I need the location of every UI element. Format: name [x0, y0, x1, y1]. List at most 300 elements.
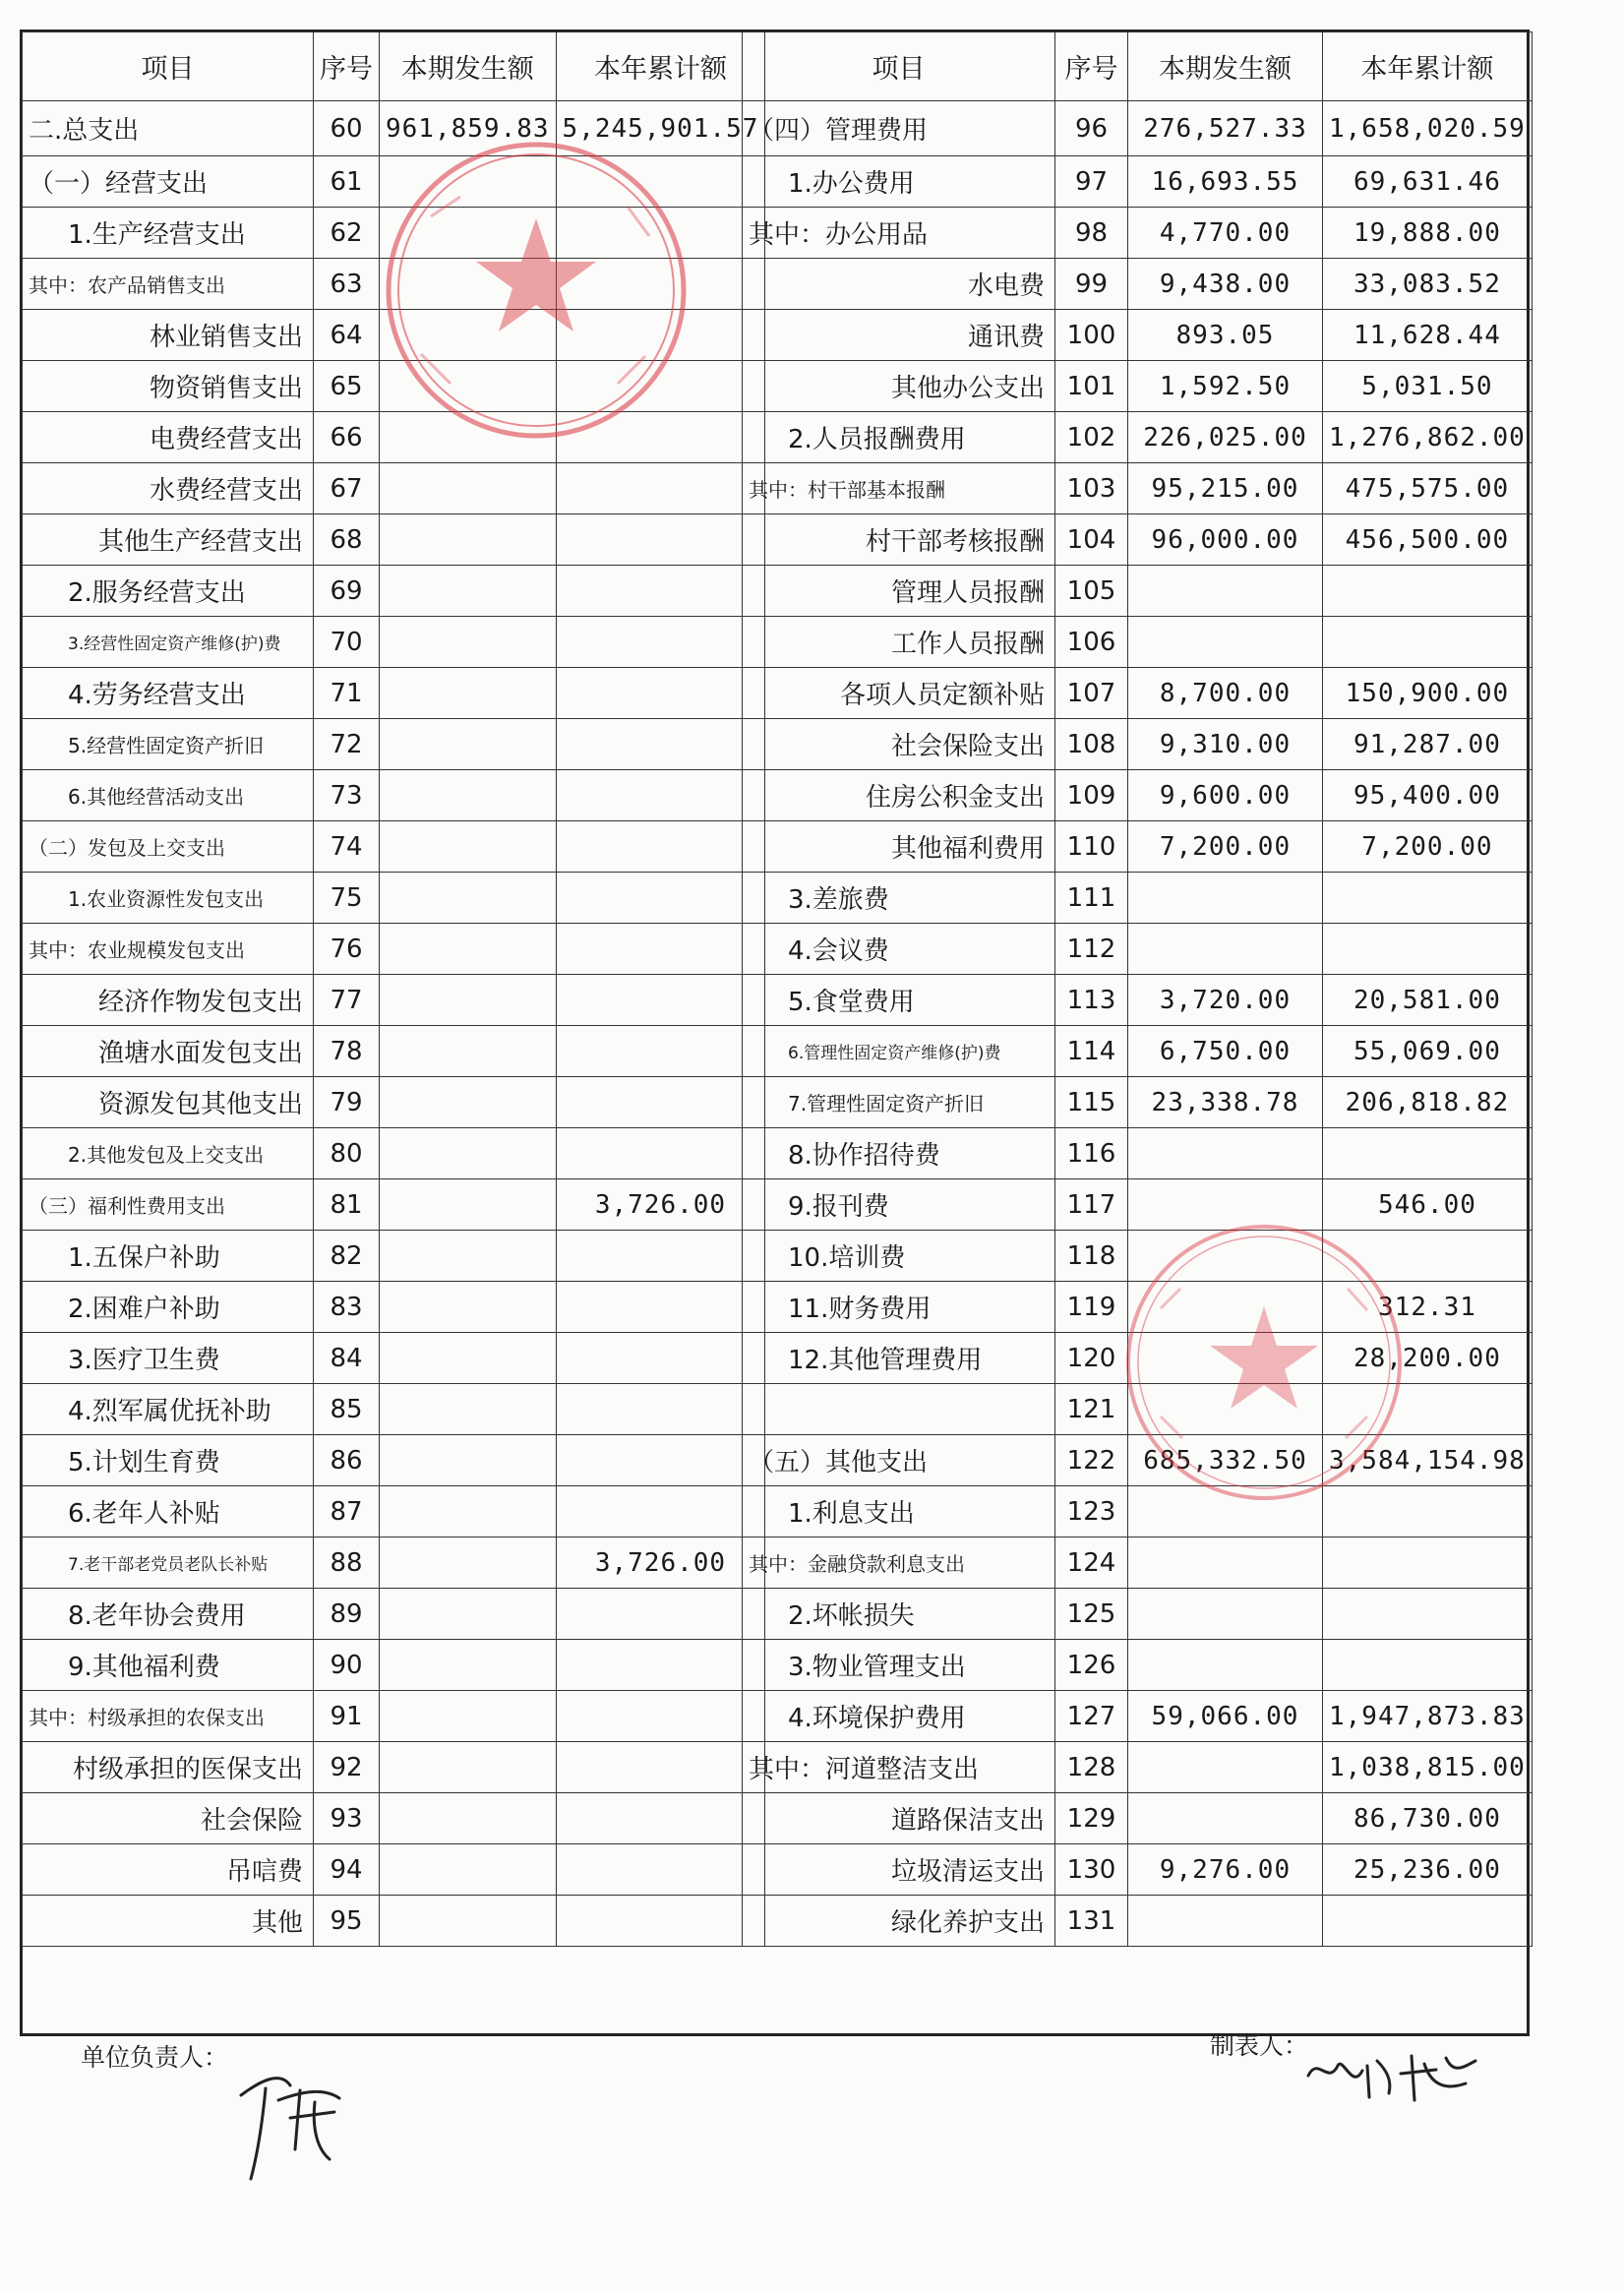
table-row	[743, 1384, 1533, 1435]
table-row	[743, 770, 1533, 821]
cell-current	[380, 1282, 557, 1333]
cell-cumulative	[556, 1691, 765, 1742]
cell-current	[1128, 1231, 1323, 1282]
cell-label: 绿化养护支出	[743, 1896, 1055, 1947]
cell-cumulative	[1323, 1231, 1533, 1282]
cell-cumulative: 3,584,154.98	[1323, 1435, 1533, 1486]
cell-seq: 123	[1055, 1486, 1128, 1538]
cell-seq: 72	[314, 719, 380, 770]
cell-seq: 87	[314, 1486, 380, 1538]
cell-seq: 124	[1055, 1538, 1128, 1589]
cell-current	[380, 310, 557, 361]
table-row	[23, 1793, 765, 1844]
cell-current	[380, 1231, 557, 1282]
cell-current	[1128, 1486, 1323, 1538]
cell-cumulative: 33,083.52	[1323, 259, 1533, 310]
table-row	[743, 1589, 1533, 1640]
table-row	[23, 361, 765, 412]
cell-cumulative	[1323, 924, 1533, 975]
cell-cumulative: 206,818.82	[1323, 1077, 1533, 1128]
table-row	[743, 156, 1533, 208]
cell-current	[380, 1589, 557, 1640]
cell-label: 资源发包其他支出	[23, 1077, 314, 1128]
cell-seq: 78	[314, 1026, 380, 1077]
cell-label: 5.食堂费用	[743, 975, 1055, 1026]
table-row	[743, 1691, 1533, 1742]
cell-current: 4,770.00	[1128, 208, 1323, 259]
unit-head-label: 单位负责人：	[81, 2043, 229, 2072]
cell-cumulative	[556, 156, 765, 208]
cell-cumulative	[556, 924, 765, 975]
cell-current	[1128, 566, 1323, 617]
table-row	[743, 1026, 1533, 1077]
cell-cumulative: 7,200.00	[1323, 821, 1533, 873]
cell-current: 685,332.50	[1128, 1435, 1323, 1486]
cell-cumulative	[1323, 566, 1533, 617]
cell-cumulative: 11,628.44	[1323, 310, 1533, 361]
cell-current	[1128, 873, 1323, 924]
cell-cumulative	[556, 1231, 765, 1282]
cell-cumulative: 546.00	[1323, 1179, 1533, 1231]
cell-current	[1128, 1333, 1323, 1384]
cell-cumulative	[1323, 1384, 1533, 1435]
cell-cumulative	[556, 1844, 765, 1896]
table-row	[23, 1179, 765, 1231]
cell-cumulative	[556, 1333, 765, 1384]
cell-seq: 116	[1055, 1128, 1128, 1179]
cell-label: 其中：河道整洁支出	[743, 1742, 1055, 1793]
cell-cumulative: 150,900.00	[1323, 668, 1533, 719]
cell-seq: 102	[1055, 412, 1128, 463]
cell-label: 其中：农产品销售支出	[23, 259, 314, 310]
cell-cumulative: 5,245,901.57	[556, 101, 765, 156]
cell-seq: 118	[1055, 1231, 1128, 1282]
cell-current	[380, 1077, 557, 1128]
table-row	[743, 259, 1533, 310]
header-seq: 序号	[1055, 32, 1128, 101]
cell-seq: 108	[1055, 719, 1128, 770]
cell-cumulative: 475,575.00	[1323, 463, 1533, 514]
cell-cumulative	[556, 259, 765, 310]
table-row	[743, 1486, 1533, 1538]
cell-seq: 106	[1055, 617, 1128, 668]
cell-current	[380, 1896, 557, 1947]
cell-cumulative: 20,581.00	[1323, 975, 1533, 1026]
table-row	[743, 412, 1533, 463]
table-row	[743, 566, 1533, 617]
cell-current	[380, 617, 557, 668]
right-table	[742, 31, 1533, 1947]
cell-cumulative	[556, 1742, 765, 1793]
cell-cumulative	[556, 1282, 765, 1333]
cell-seq: 95	[314, 1896, 380, 1947]
cell-label: （一）经营支出	[23, 156, 314, 208]
cell-seq: 105	[1055, 566, 1128, 617]
table-row	[743, 1128, 1533, 1179]
cell-label: 2.其他发包及上交支出	[23, 1128, 314, 1179]
cell-current: 893.05	[1128, 310, 1323, 361]
unit-head-signature	[221, 2041, 359, 2189]
cell-label: 社会保险支出	[743, 719, 1055, 770]
table-row	[743, 101, 1533, 156]
cell-cumulative: 5,031.50	[1323, 361, 1533, 412]
cell-current	[380, 259, 557, 310]
cell-cumulative	[1323, 617, 1533, 668]
cell-label: 12.其他管理费用	[743, 1333, 1055, 1384]
cell-seq: 62	[314, 208, 380, 259]
cell-seq: 131	[1055, 1896, 1128, 1947]
cell-cumulative: 1,276,862.00	[1323, 412, 1533, 463]
cell-current: 16,693.55	[1128, 156, 1323, 208]
cell-seq: 113	[1055, 975, 1128, 1026]
cell-cumulative	[556, 1384, 765, 1435]
cell-label: （五）其他支出	[743, 1435, 1055, 1486]
cell-seq: 71	[314, 668, 380, 719]
cell-current: 8,700.00	[1128, 668, 1323, 719]
cell-label: 其他办公支出	[743, 361, 1055, 412]
table-row	[23, 1538, 765, 1589]
cell-cumulative: 95,400.00	[1323, 770, 1533, 821]
cell-cumulative	[1323, 873, 1533, 924]
cell-seq: 92	[314, 1742, 380, 1793]
cell-label: 10.培训费	[743, 1231, 1055, 1282]
cell-label: 其中：村干部基本报酬	[743, 463, 1055, 514]
cell-current	[380, 821, 557, 873]
table-row	[743, 1896, 1533, 1947]
cell-label: 村级承担的医保支出	[23, 1742, 314, 1793]
table-row	[23, 668, 765, 719]
table-row	[23, 566, 765, 617]
cell-label: 通讯费	[743, 310, 1055, 361]
cell-label: 其中：农业规模发包支出	[23, 924, 314, 975]
cell-current	[380, 1384, 557, 1435]
cell-label: 渔塘水面发包支出	[23, 1026, 314, 1077]
table-row	[743, 514, 1533, 566]
cell-cumulative	[556, 770, 765, 821]
cell-cumulative	[556, 1640, 765, 1691]
table-row	[23, 1231, 765, 1282]
cell-cumulative	[556, 361, 765, 412]
cell-label: 8.老年协会费用	[23, 1589, 314, 1640]
cell-current	[1128, 1589, 1323, 1640]
cell-cumulative	[556, 821, 765, 873]
cell-label: 水电费	[743, 259, 1055, 310]
cell-label: 其中：村级承担的农保支出	[23, 1691, 314, 1742]
table-row	[743, 1793, 1533, 1844]
cell-label: 4.劳务经营支出	[23, 668, 314, 719]
cell-cumulative: 86,730.00	[1323, 1793, 1533, 1844]
cell-cumulative	[556, 1026, 765, 1077]
cell-cumulative	[556, 1793, 765, 1844]
table-row	[23, 1589, 765, 1640]
cell-cumulative	[1323, 1538, 1533, 1589]
cell-cumulative	[556, 208, 765, 259]
cell-seq: 119	[1055, 1282, 1128, 1333]
cell-label: 8.协作招待费	[743, 1128, 1055, 1179]
cell-current	[380, 668, 557, 719]
cell-cumulative: 25,236.00	[1323, 1844, 1533, 1896]
cell-label: 3.经营性固定资产维修(护)费	[23, 617, 314, 668]
cell-label: 其中：金融贷款利息支出	[743, 1538, 1055, 1589]
cell-label: 4.环境保护费用	[743, 1691, 1055, 1742]
cell-cumulative	[556, 514, 765, 566]
cell-current: 7,200.00	[1128, 821, 1323, 873]
table-row	[743, 617, 1533, 668]
table-row	[23, 873, 765, 924]
cell-seq: 97	[1055, 156, 1128, 208]
cell-seq: 68	[314, 514, 380, 566]
cell-cumulative: 3,726.00	[556, 1538, 765, 1589]
cell-current	[380, 156, 557, 208]
cell-seq: 114	[1055, 1026, 1128, 1077]
cell-label: 4.会议费	[743, 924, 1055, 975]
cell-cumulative	[556, 566, 765, 617]
cell-seq: 109	[1055, 770, 1128, 821]
cell-current: 9,600.00	[1128, 770, 1323, 821]
header-cumulative: 本年累计额	[556, 32, 765, 101]
table-row	[743, 1231, 1533, 1282]
preparer-label: 制表人：	[1210, 2031, 1309, 2060]
cell-cumulative	[556, 1077, 765, 1128]
cell-cumulative: 28,200.00	[1323, 1333, 1533, 1384]
table-row	[23, 1333, 765, 1384]
cell-label: 5.经营性固定资产折旧	[23, 719, 314, 770]
cell-current: 6,750.00	[1128, 1026, 1323, 1077]
cell-label: 7.老干部老党员老队长补贴	[23, 1538, 314, 1589]
cell-seq: 80	[314, 1128, 380, 1179]
cell-label: 1.办公费用	[743, 156, 1055, 208]
cell-cumulative	[1323, 1640, 1533, 1691]
table-row	[743, 1077, 1533, 1128]
cell-seq: 70	[314, 617, 380, 668]
table-row	[743, 873, 1533, 924]
cell-seq: 128	[1055, 1742, 1128, 1793]
cell-seq: 98	[1055, 208, 1128, 259]
table-row	[23, 514, 765, 566]
cell-cumulative: 55,069.00	[1323, 1026, 1533, 1077]
cell-seq: 99	[1055, 259, 1128, 310]
cell-seq: 126	[1055, 1640, 1128, 1691]
cell-seq: 83	[314, 1282, 380, 1333]
header-current: 本期发生额	[1128, 32, 1323, 101]
cell-label: 9.其他福利费	[23, 1640, 314, 1691]
cell-cumulative	[556, 1128, 765, 1179]
cell-seq: 127	[1055, 1691, 1128, 1742]
cell-seq: 79	[314, 1077, 380, 1128]
cell-cumulative	[556, 1896, 765, 1947]
cell-seq: 107	[1055, 668, 1128, 719]
table-row	[743, 924, 1533, 975]
cell-seq: 121	[1055, 1384, 1128, 1435]
cell-label: 吊唁费	[23, 1844, 314, 1896]
cell-cumulative: 312.31	[1323, 1282, 1533, 1333]
cell-current	[380, 1486, 557, 1538]
cell-cumulative	[556, 310, 765, 361]
header-item: 项目	[743, 32, 1055, 101]
cell-current: 226,025.00	[1128, 412, 1323, 463]
cell-seq: 115	[1055, 1077, 1128, 1128]
cell-seq: 74	[314, 821, 380, 873]
cell-seq: 120	[1055, 1333, 1128, 1384]
cell-current: 9,310.00	[1128, 719, 1323, 770]
table-row	[23, 310, 765, 361]
header-cumulative: 本年累计额	[1323, 32, 1533, 101]
table-row	[23, 1077, 765, 1128]
table-row	[743, 310, 1533, 361]
header-current: 本期发生额	[380, 32, 557, 101]
cell-cumulative: 1,038,815.00	[1323, 1742, 1533, 1793]
cell-cumulative: 3,726.00	[556, 1179, 765, 1231]
cell-label: 其他福利费用	[743, 821, 1055, 873]
cell-current	[380, 514, 557, 566]
cell-seq: 86	[314, 1435, 380, 1486]
cell-current	[380, 463, 557, 514]
cell-current	[1128, 924, 1323, 975]
cell-seq: 101	[1055, 361, 1128, 412]
cell-seq: 67	[314, 463, 380, 514]
table-row	[23, 719, 765, 770]
cell-seq: 122	[1055, 1435, 1128, 1486]
cell-seq: 103	[1055, 463, 1128, 514]
preparer-signature	[1298, 2036, 1485, 2115]
cell-seq: 129	[1055, 1793, 1128, 1844]
cell-seq: 90	[314, 1640, 380, 1691]
cell-label: 5.计划生育费	[23, 1435, 314, 1486]
cell-label: 管理人员报酬	[743, 566, 1055, 617]
cell-current	[380, 1844, 557, 1896]
cell-current	[380, 1742, 557, 1793]
cell-current: 276,527.33	[1128, 101, 1323, 156]
cell-cumulative	[556, 412, 765, 463]
cell-current: 961,859.83	[380, 101, 557, 156]
cell-label: 1.生产经营支出	[23, 208, 314, 259]
cell-cumulative	[556, 463, 765, 514]
table-row	[743, 1742, 1533, 1793]
cell-label: 工作人员报酬	[743, 617, 1055, 668]
cell-seq: 104	[1055, 514, 1128, 566]
cell-seq: 91	[314, 1691, 380, 1742]
cell-current	[380, 1793, 557, 1844]
cell-current: 23,338.78	[1128, 1077, 1323, 1128]
cell-seq: 125	[1055, 1589, 1128, 1640]
table-row	[743, 1179, 1533, 1231]
cell-current	[380, 873, 557, 924]
header-row	[23, 32, 765, 101]
cell-current	[380, 719, 557, 770]
cell-seq: 81	[314, 1179, 380, 1231]
cell-current	[1128, 1384, 1323, 1435]
table-row	[23, 1026, 765, 1077]
cell-current	[380, 361, 557, 412]
cell-cumulative: 456,500.00	[1323, 514, 1533, 566]
left-table	[22, 31, 765, 1947]
cell-label: 1.五保户补助	[23, 1231, 314, 1282]
cell-label: 水费经营支出	[23, 463, 314, 514]
cell-label: 道路保洁支出	[743, 1793, 1055, 1844]
table-row	[23, 1844, 765, 1896]
cell-current: 59,066.00	[1128, 1691, 1323, 1742]
cell-seq: 77	[314, 975, 380, 1026]
cell-current	[1128, 1128, 1323, 1179]
cell-current	[380, 412, 557, 463]
cell-label: 村干部考核报酬	[743, 514, 1055, 566]
cell-label: 各项人员定额补贴	[743, 668, 1055, 719]
cell-seq: 75	[314, 873, 380, 924]
cell-current	[1128, 1896, 1323, 1947]
cell-seq: 88	[314, 1538, 380, 1589]
table-row	[743, 719, 1533, 770]
table-row	[743, 668, 1533, 719]
table-row	[743, 1435, 1533, 1486]
table-row	[23, 208, 765, 259]
cell-seq: 94	[314, 1844, 380, 1896]
table-row	[743, 361, 1533, 412]
cell-label: 7.管理性固定资产折旧	[743, 1077, 1055, 1128]
cell-current	[1128, 617, 1323, 668]
table-row	[23, 156, 765, 208]
table-row	[23, 412, 765, 463]
cell-label: 1.农业资源性发包支出	[23, 873, 314, 924]
cell-label: 9.报刊费	[743, 1179, 1055, 1231]
cell-cumulative	[556, 1589, 765, 1640]
cell-label: 3.物业管理支出	[743, 1640, 1055, 1691]
cell-seq: 96	[1055, 101, 1128, 156]
cell-label: 2.坏帐损失	[743, 1589, 1055, 1640]
cell-current	[1128, 1282, 1323, 1333]
cell-current: 3,720.00	[1128, 975, 1323, 1026]
table-row	[23, 1384, 765, 1435]
table-row	[743, 1844, 1533, 1896]
table-row	[743, 975, 1533, 1026]
cell-seq: 85	[314, 1384, 380, 1435]
cell-seq: 111	[1055, 873, 1128, 924]
table-row	[743, 208, 1533, 259]
cell-cumulative: 1,658,020.59	[1323, 101, 1533, 156]
cell-label: 3.医疗卫生费	[23, 1333, 314, 1384]
table-row	[23, 770, 765, 821]
cell-label: 住房公积金支出	[743, 770, 1055, 821]
cell-seq: 76	[314, 924, 380, 975]
cell-cumulative: 1,947,873.83	[1323, 1691, 1533, 1742]
table-row	[23, 101, 765, 156]
cell-cumulative	[556, 1486, 765, 1538]
cell-label: （三）福利性费用支出	[23, 1179, 314, 1231]
cell-label: 其中：办公用品	[743, 208, 1055, 259]
cell-current	[380, 1179, 557, 1231]
cell-seq: 117	[1055, 1179, 1128, 1231]
cell-cumulative	[1323, 1896, 1533, 1947]
cell-seq: 63	[314, 259, 380, 310]
cell-current	[380, 1435, 557, 1486]
table-row	[23, 1486, 765, 1538]
cell-current	[1128, 1179, 1323, 1231]
table-row	[23, 1282, 765, 1333]
cell-current: 9,438.00	[1128, 259, 1323, 310]
table-row	[743, 1640, 1533, 1691]
cell-cumulative	[556, 1435, 765, 1486]
table-row	[23, 1640, 765, 1691]
cell-label: 2.服务经营支出	[23, 566, 314, 617]
cell-label: （四）管理费用	[743, 101, 1055, 156]
table-row	[23, 924, 765, 975]
cell-current	[380, 1640, 557, 1691]
table-row	[743, 821, 1533, 873]
cell-label: 垃圾清运支出	[743, 1844, 1055, 1896]
cell-label: 社会保险	[23, 1793, 314, 1844]
cell-current	[380, 1538, 557, 1589]
cell-cumulative	[556, 617, 765, 668]
table-row	[23, 975, 765, 1026]
